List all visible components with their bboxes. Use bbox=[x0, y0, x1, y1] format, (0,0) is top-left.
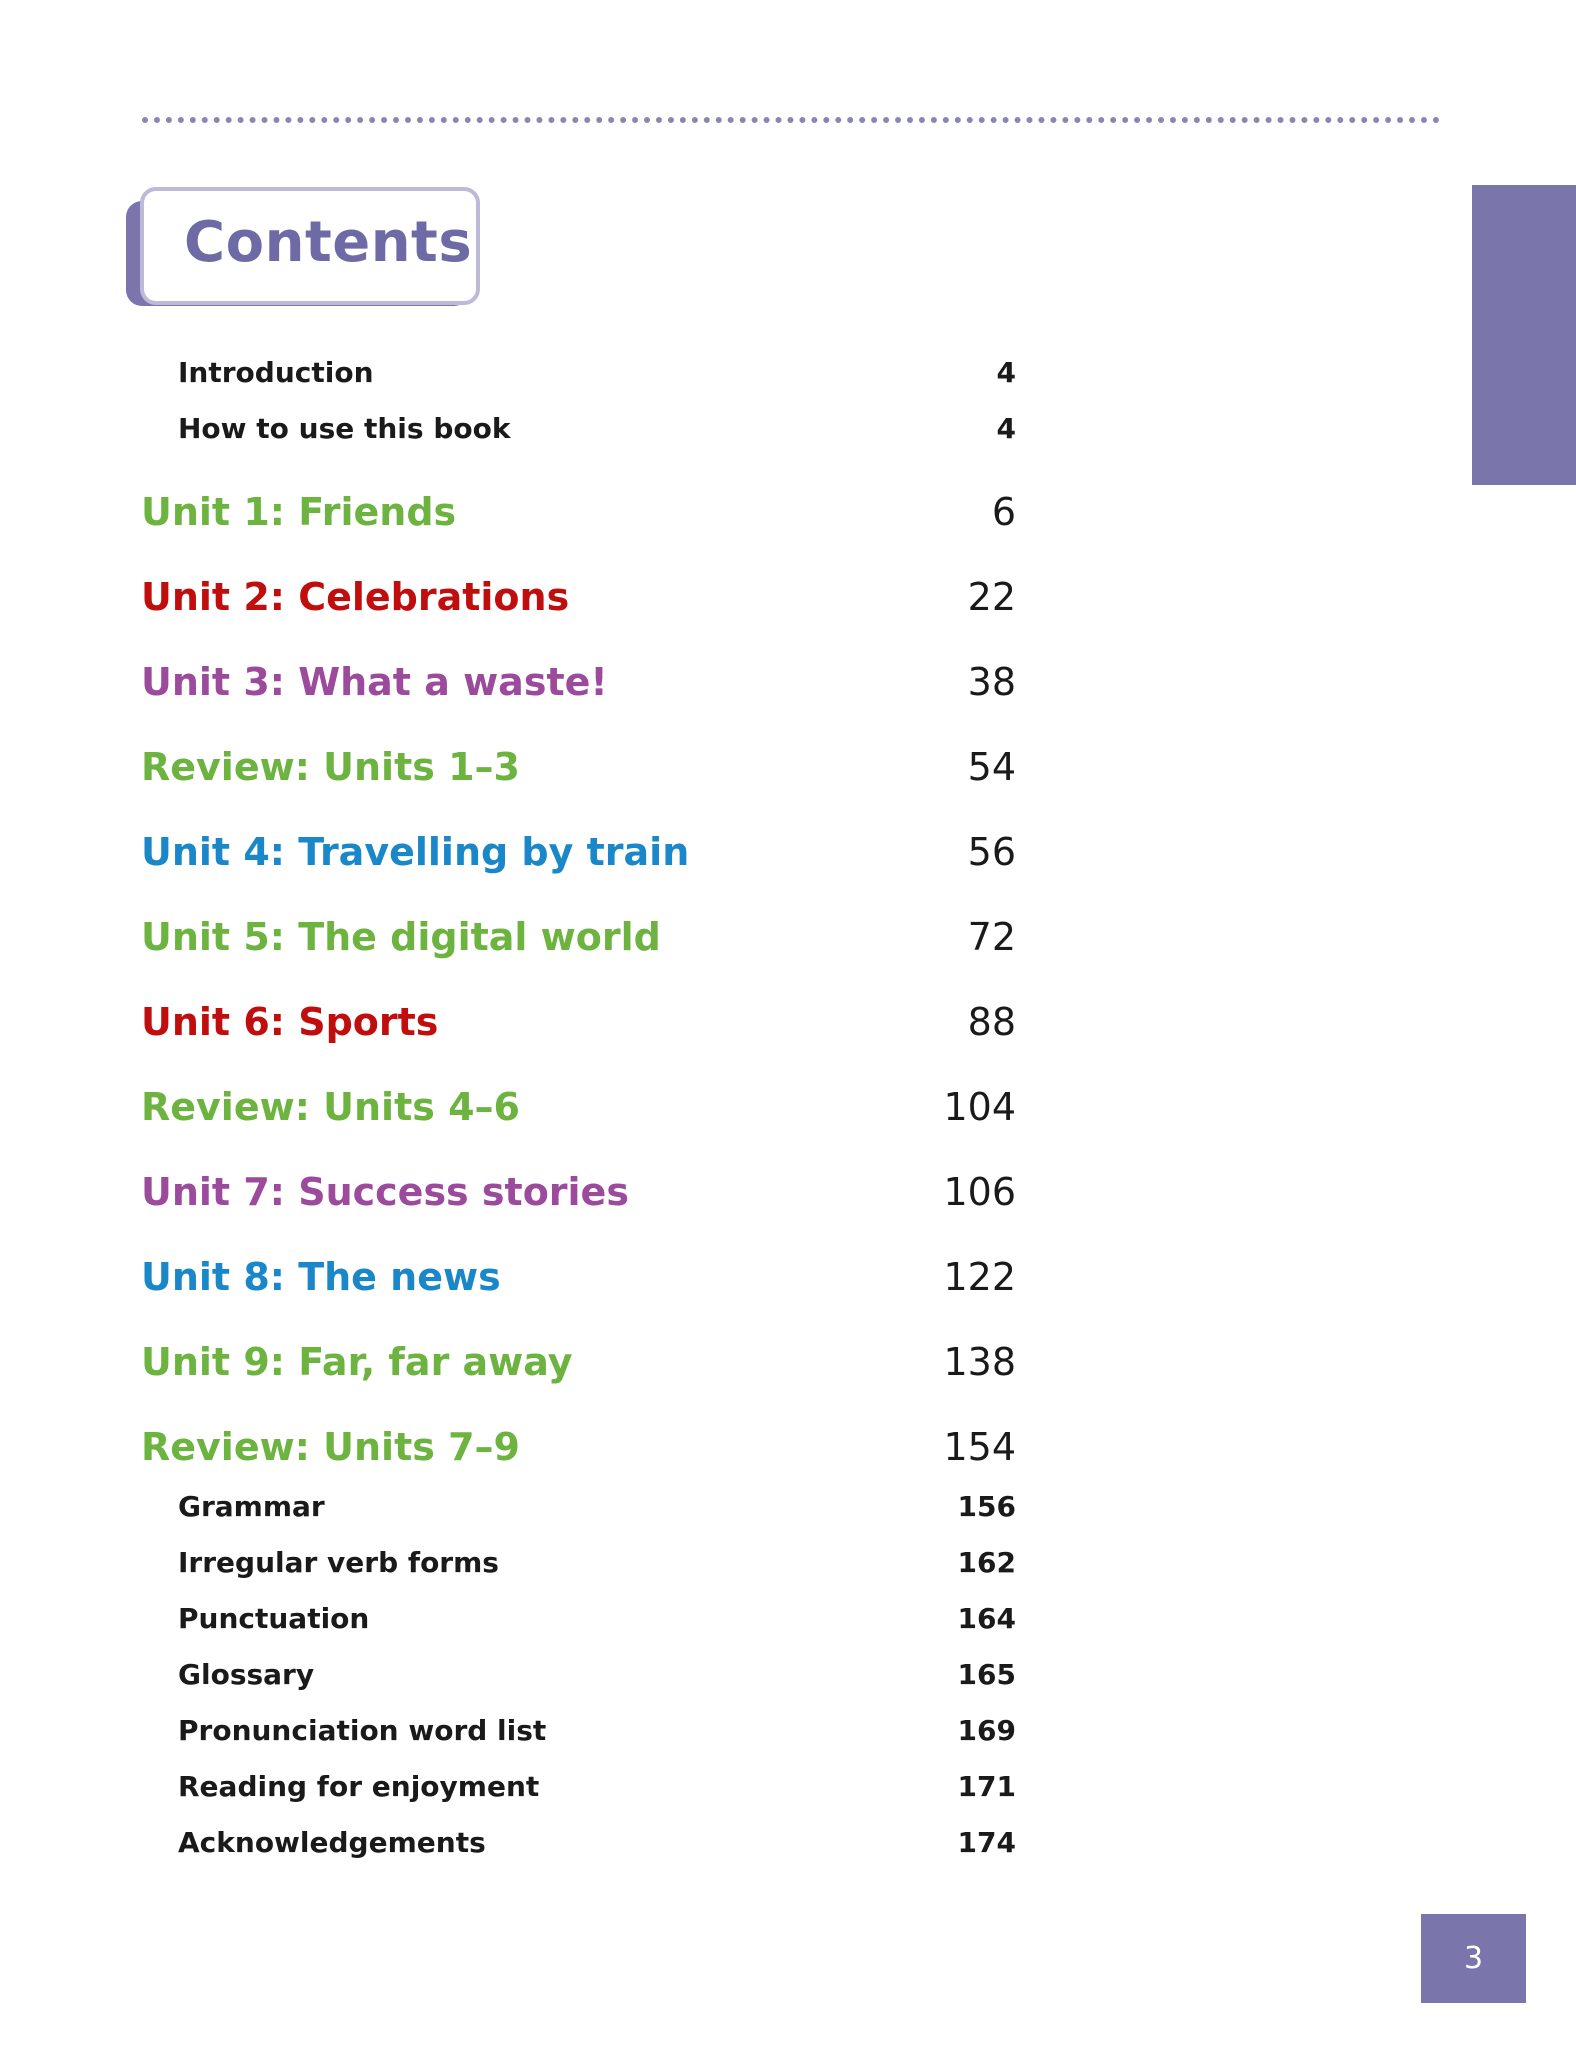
toc-entry-page: 72 bbox=[967, 915, 1016, 959]
toc-entry-label: Punctuation bbox=[178, 1602, 370, 1635]
toc-entry-page: 156 bbox=[957, 1490, 1016, 1523]
toc-entry-page: 56 bbox=[967, 830, 1016, 874]
toc-entry-label: Review: Units 7–9 bbox=[141, 1425, 520, 1469]
toc-entry-label: Unit 9: Far, far away bbox=[141, 1340, 573, 1384]
toc-entry-label: Unit 7: Success stories bbox=[141, 1170, 629, 1214]
toc-entry-page: 174 bbox=[957, 1826, 1016, 1859]
toc-entry-page: 54 bbox=[967, 745, 1016, 789]
toc-entry-page: 38 bbox=[967, 660, 1016, 704]
page-title: Contents bbox=[184, 210, 473, 275]
toc-entry-label: Acknowledgements bbox=[178, 1826, 486, 1859]
toc-entry-page: 22 bbox=[967, 575, 1016, 619]
toc-entry-label: Pronunciation word list bbox=[178, 1714, 547, 1747]
page-number-badge bbox=[1421, 1914, 1526, 2003]
contents-title-box bbox=[126, 187, 484, 320]
toc-entry-page: 138 bbox=[943, 1340, 1016, 1384]
page-number: 3 bbox=[1463, 1941, 1484, 1976]
toc-entry-label: Review: Units 4–6 bbox=[141, 1085, 520, 1129]
title-box-face bbox=[140, 187, 480, 305]
toc-entry-page: 4 bbox=[996, 356, 1016, 389]
side-color-tab bbox=[1472, 185, 1576, 485]
toc-entry-page: 162 bbox=[957, 1546, 1016, 1579]
toc-entry-label: Unit 1: Friends bbox=[141, 490, 457, 534]
toc-entry-label: Unit 3: What a waste! bbox=[141, 660, 608, 704]
toc-entry-label: Review: Units 1–3 bbox=[141, 745, 520, 789]
toc-entry-page: 88 bbox=[967, 1000, 1016, 1044]
toc-entry-label: Unit 2: Celebrations bbox=[141, 575, 570, 619]
toc-entry-label: Unit 4: Travelling by train bbox=[141, 830, 690, 874]
toc-entry-page: 4 bbox=[996, 412, 1016, 445]
toc-entry-page: 154 bbox=[943, 1425, 1016, 1469]
toc-entry-label: Unit 5: The digital world bbox=[141, 915, 661, 959]
toc-entry-page: 171 bbox=[957, 1770, 1016, 1803]
toc-entry-label: Unit 8: The news bbox=[141, 1255, 501, 1299]
toc-entry-label: Glossary bbox=[178, 1658, 315, 1691]
toc-entry-label: Unit 6: Sports bbox=[141, 1000, 439, 1044]
toc-entry-page: 106 bbox=[943, 1170, 1016, 1214]
toc-entry-label: How to use this book bbox=[178, 412, 511, 445]
toc-entry-label: Irregular verb forms bbox=[178, 1546, 499, 1579]
toc-entry-page: 165 bbox=[957, 1658, 1016, 1691]
toc-entry-page: 6 bbox=[991, 490, 1016, 534]
toc-entry-page: 164 bbox=[957, 1602, 1016, 1635]
toc-entry-page: 104 bbox=[943, 1085, 1016, 1129]
toc-entry-label: Grammar bbox=[178, 1490, 325, 1523]
toc-entry-label: Introduction bbox=[178, 356, 374, 389]
toc-entry-page: 122 bbox=[943, 1255, 1016, 1299]
dotted-divider bbox=[142, 117, 1440, 123]
toc-entry-label: Reading for enjoyment bbox=[178, 1770, 540, 1803]
toc-entry-page: 169 bbox=[957, 1714, 1016, 1747]
